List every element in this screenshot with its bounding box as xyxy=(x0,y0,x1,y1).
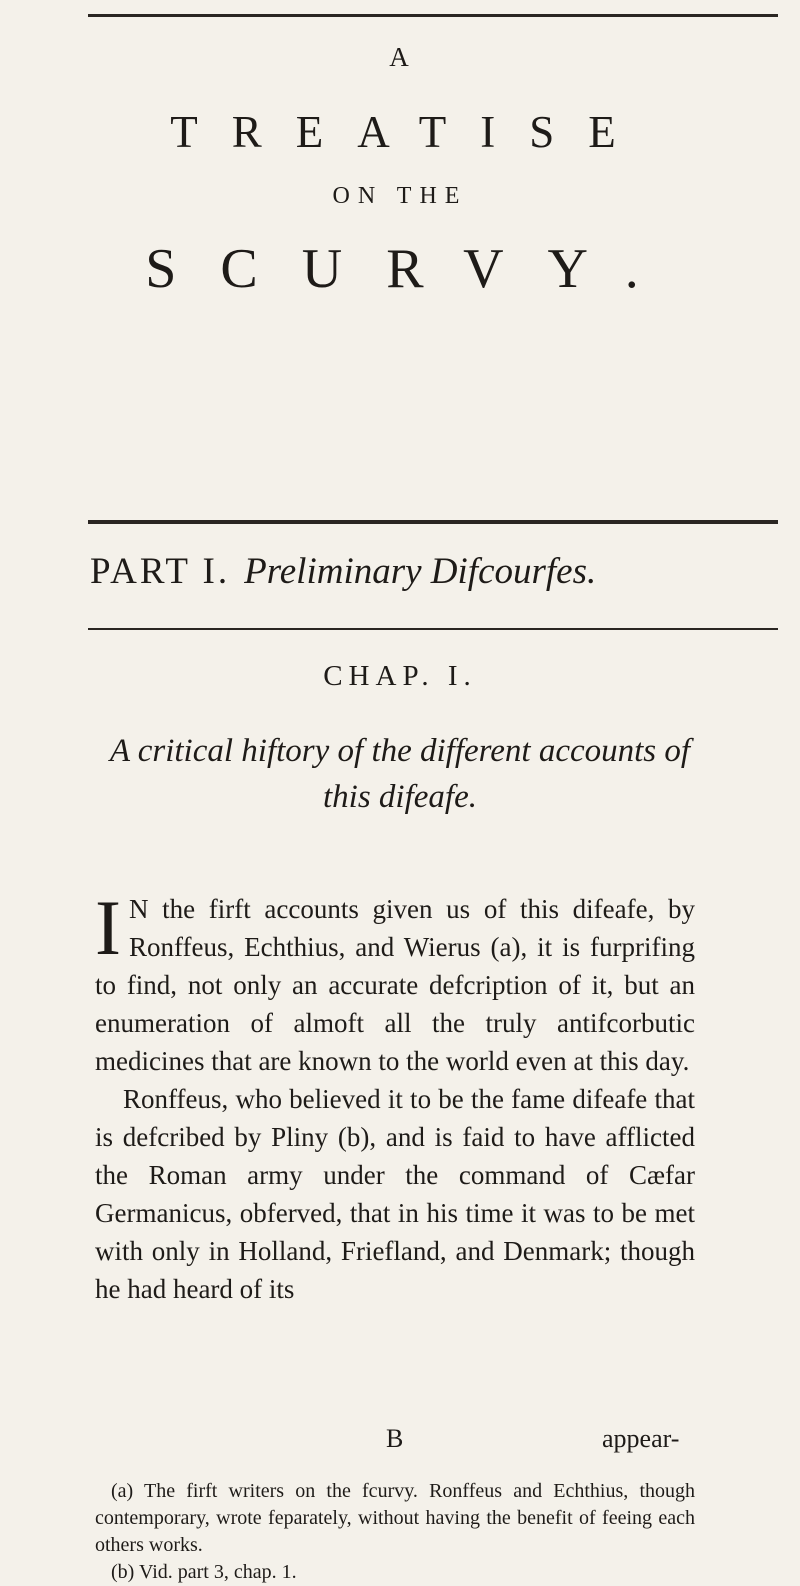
footnote-b: (b) Vid. part 3, chap. 1. xyxy=(111,1561,297,1583)
title-rule xyxy=(88,520,778,524)
drop-cap: I xyxy=(95,884,121,971)
title-article: A xyxy=(389,42,411,72)
part-title: Preliminary Difcourfes. xyxy=(244,551,597,592)
chapter-title xyxy=(100,728,700,820)
paragraph-1 xyxy=(95,884,695,1080)
chapter-label: CHAP. I. xyxy=(323,660,477,692)
title-treatise: TREATISE xyxy=(170,107,650,157)
footnote-a: (a) The firft writers on the fcurvy. Ronffeus and Echthius, though contemporary, wrote feparately, without having the benefit of feeing each others works. xyxy=(95,1480,695,1556)
title-on-the: ON THE xyxy=(332,183,468,209)
chapter-title-line-1: A critical hiftory of the different accounts of xyxy=(109,733,691,769)
footnotes xyxy=(95,1478,695,1586)
signature-mark: B xyxy=(386,1424,404,1453)
chapter-title-line-2: this difeafe. xyxy=(323,779,477,815)
body-text xyxy=(95,884,695,1308)
paragraph-1-text: N the firft accounts given us of this difeafe, by Ronffeus, Echthius, and Wierus (a), it is furprifing to find, not only an accurate defcription of it, but an enumeration of almoft all the truly antifcorbutic medicines that are known to the world even at this day. xyxy=(95,894,695,1076)
part-rule xyxy=(88,628,778,630)
title-scurvy: SCURVY. xyxy=(145,238,683,300)
part-label: PART I. xyxy=(90,551,231,592)
catchword: appear- xyxy=(602,1424,680,1453)
top-rule xyxy=(88,14,778,17)
paragraph-2: Ronffeus, who believed it to be the fame difeafe that is defcribed by Pliny (b), and is faid to have afflicted the Roman army under the command of Cæfar Germanicus, obferved, that in his time it was to be met with only in Holland, Friefland, and Denmark; though he had heard of its xyxy=(95,1084,695,1304)
part-heading xyxy=(90,550,596,593)
